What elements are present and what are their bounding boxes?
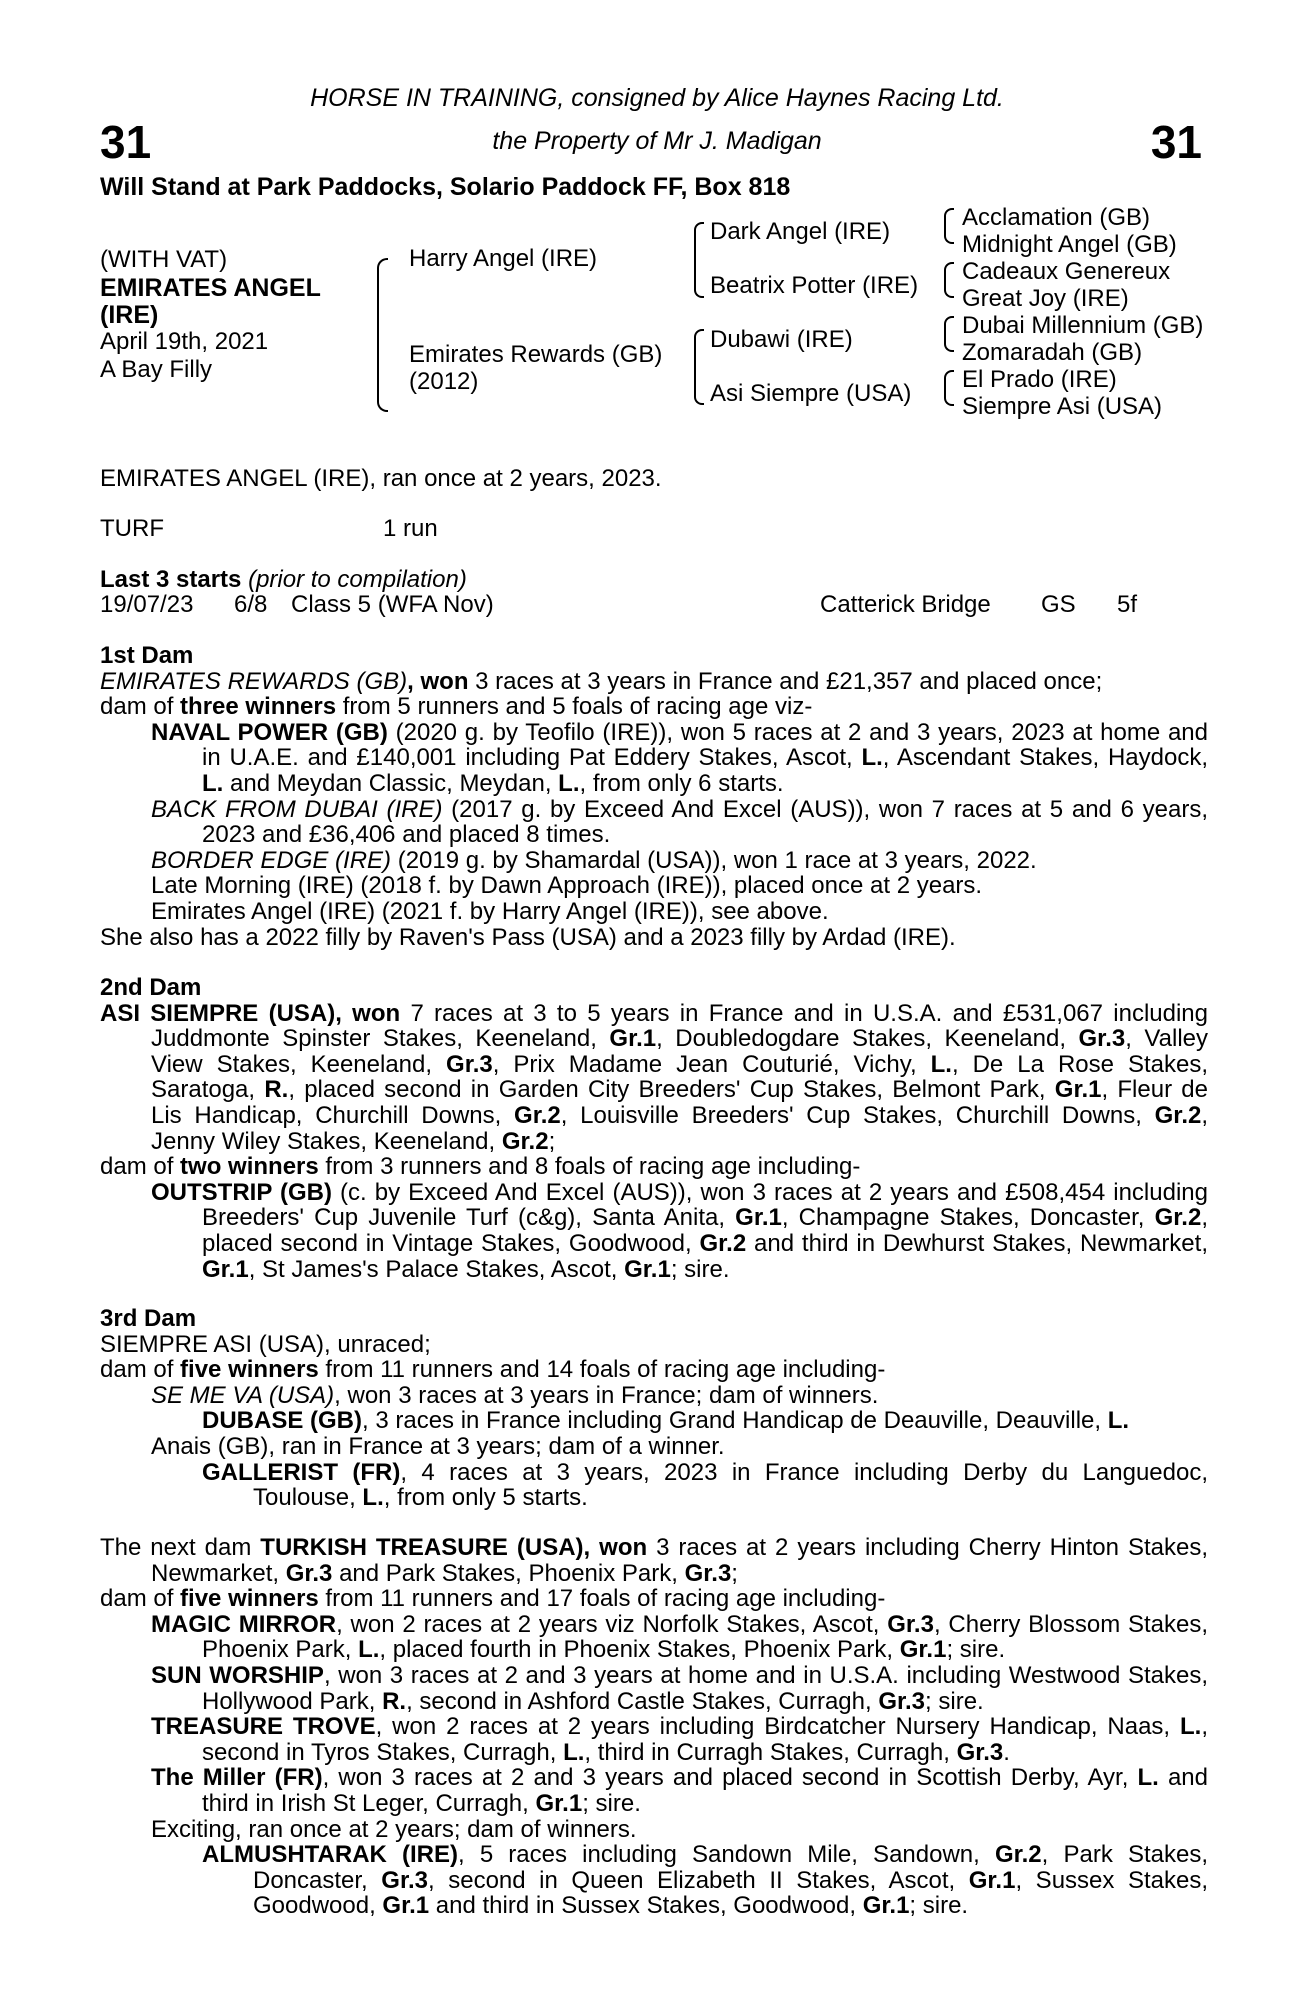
- second-dam-produce: dam of two winners from 3 runners and 8 foals of racing age including-: [100, 1153, 861, 1181]
- produce-se-me-va: SE ME VA (USA), won 3 races at 3 years in France; dam of winners.: [151, 1381, 879, 1409]
- pedigree-ddd: Siempre Asi (USA): [962, 393, 1163, 420]
- produce-outstrip: OUTSTRIP (GB) (c. by Exceed And Excel (AUS)), won 3 races at 2 years and £508,454 including Breeders' Cup Juvenile Turf (c&g), Santa Anita, Gr.1, Champagne Stakes, Doncaster, Gr.2, placed second in Vintage Stakes, Goodwood, Gr.2 and third in Dewhurst Stakes, Newmarket, Gr.1, St James's Palace Stakes, Ascot, Gr.1; sire.: [151, 1178, 1208, 1283]
- last-starts-heading: Last 3 starts (prior to compilation): [100, 566, 467, 593]
- produce-late-morning: Late Morning (IRE) (2018 f. by Dawn Approach (IRE)), placed once at 2 years.: [151, 872, 983, 900]
- third-dam-line: SIEMPRE ASI (USA), unraced;: [100, 1330, 431, 1358]
- pedigree-sire-sire: Dark Angel (IRE): [710, 218, 891, 245]
- foaling-date: April 19th, 2021: [100, 328, 269, 355]
- third-dam-section: [100, 1306, 1208, 1511]
- produce-border-edge: BORDER EDGE (IRE) (2019 g. by Shamardal (USA)), won 1 race at 3 years, 2022.: [151, 846, 1037, 874]
- last-start-going: GS: [1041, 591, 1076, 618]
- produce-magic-mirror: MAGIC MIRROR, won 2 races at 2 years viz Norfolk Stakes, Ascot, Gr.3, Cherry Blossom Stakes, Phoenix Park, L., placed fourth in Phoenix Stakes, Phoenix Park, Gr.1; sire.: [151, 1610, 1209, 1664]
- pedigree-brace-dd: [944, 370, 954, 406]
- next-dam-line: The next dam TURKISH TREASURE (USA), won 3 races at 2 years including Cherry Hinton Stakes, Newmarket, Gr.3 and Park Stakes, Phoenix Park, Gr.3;: [100, 1534, 1208, 1587]
- record-runs: 1 run: [383, 515, 438, 542]
- horse-suffix: (IRE): [100, 301, 159, 329]
- pedigree-brace-ss: [944, 208, 954, 244]
- pedigree-dam-sire: Dubawi (IRE): [710, 326, 853, 353]
- next-dam-section: [100, 1535, 1208, 1919]
- vat-note: (WITH VAT): [100, 246, 228, 273]
- last-start-date: 19/07/23: [100, 591, 194, 618]
- stand-location: Will Stand at Park Paddocks, Solario Paddock FF, Box 818: [100, 173, 791, 201]
- pedigree-sire: Harry Angel (IRE): [409, 245, 598, 272]
- pedigree-sire-dam: Beatrix Potter (IRE): [710, 272, 919, 299]
- pedigree-dds: El Prado (IRE): [962, 366, 1117, 393]
- produce-back-from-dubai: BACK FROM DUBAI (IRE) (2017 g. by Exceed And Excel (AUS)), won 7 races at 5 and 6 years, 2023 and £36,406 and placed 8 times.: [151, 795, 1208, 849]
- produce-gallerist: GALLERIST (FR), 4 races at 3 years, 2023 in France including Derby du Languedoc, Toulouse, L., from only 5 starts.: [202, 1458, 1208, 1512]
- third-dam-produce: dam of five winners from 11 runners and 14 foals of racing age including-: [100, 1356, 886, 1384]
- produce-sun-worship: SUN WORSHIP, won 3 races at 2 and 3 years at home and in U.S.A. including Westwood Stakes, Hollywood Park, R., second in Ashford Castle Stakes, Curragh, Gr.3; sire.: [151, 1661, 1208, 1715]
- pedigree-dam: Emirates Rewards (GB): [409, 341, 663, 368]
- next-dam-produce: dam of five winners from 11 runners and 17 foals of racing age including-: [100, 1585, 886, 1613]
- pedigree-dam-dam: Asi Siempre (USA): [710, 380, 912, 407]
- produce-naval-power: NAVAL POWER (GB) (2020 g. by Teofilo (IRE)), won 5 races at 2 and 3 years, 2023 at home and in U.A.E. and £140,001 including Pat Eddery Stakes, Ascot, L., Ascendant Stakes, Haydock, L. and Meydan Classic, Meydan, L., from only 6 starts.: [151, 718, 1209, 797]
- lot-number-left: 31: [100, 116, 152, 168]
- pedigree-dam-year: (2012): [409, 368, 479, 395]
- record-surface: TURF: [100, 515, 164, 542]
- produce-the-miller: The Miller (FR), won 3 races at 2 and 3 years and placed second in Scottish Derby, Ayr, L. and third in Irish St Leger, Curragh, Gr.1; sire.: [151, 1764, 1208, 1817]
- pedigree-sdd: Great Joy (IRE): [962, 285, 1129, 312]
- last-start-position: 6/8: [234, 591, 268, 618]
- produce-emirates-angel: Emirates Angel (IRE) (2021 f. by Harry Angel (IRE)), see above.: [151, 897, 829, 925]
- last-start-distance: 5f: [1117, 591, 1138, 618]
- second-dam-line: ASI SIEMPRE (USA), won 7 races at 3 to 5 years in France and in U.S.A. and £531,067 including Juddmonte Spinster Stakes, Keeneland, Gr.1, Doubledogdare Stakes, Keeneland, Gr.3, Valley View Stakes, Keeneland, Gr.3, Prix Madame Jean Couturié, Vichy, L., De La Rose Stakes, Saratoga, R., placed second in Garden City Breeders' Cup Stakes, Belmont Park, Gr.1, Fleur de Lis Handicap, Churchill Downs, Gr.2, Louisville Breeders' Cup Stakes, Churchill Downs, Gr.2, Jenny Wiley Stakes, Keeneland, Gr.2;: [100, 999, 1209, 1155]
- first-dam-heading: 1st Dam: [100, 642, 194, 669]
- pedigree-brace-dam: [694, 329, 704, 405]
- produce-dubase: DUBASE (GB), 3 races in France including Grand Handicap de Deauville, Deauville, L.: [202, 1407, 1130, 1435]
- horse-name: EMIRATES ANGEL: [100, 274, 321, 302]
- pedigree-ssd: Midnight Angel (GB): [962, 231, 1177, 258]
- pedigree-sds: Cadeaux Genereux: [962, 258, 1171, 285]
- race-summary: EMIRATES ANGEL (IRE), ran once at 2 years, 2023.: [100, 465, 662, 492]
- pedigree-brace-sd: [944, 262, 954, 298]
- produce-also: She also has a 2022 filly by Raven's Pass (USA) and a 2023 filly by Ardad (IRE).: [100, 923, 956, 951]
- second-dam-heading: 2nd Dam: [100, 974, 202, 1001]
- pedigree-brace-sire: [694, 222, 704, 298]
- consignor-line: HORSE IN TRAINING, consigned by Alice Haynes Racing Ltd.: [310, 84, 1004, 112]
- first-dam-section: [100, 643, 1208, 950]
- lot-number-right: 31: [1150, 116, 1202, 168]
- first-dam-produce: dam of three winners from 5 runners and 5 foals of racing age viz-: [100, 693, 813, 721]
- last-start-course: Catterick Bridge: [820, 591, 991, 618]
- produce-anais: Anais (GB), ran in France at 3 years; dam of a winner.: [151, 1432, 725, 1460]
- second-dam-section: [100, 975, 1208, 1282]
- produce-almushtarak: ALMUSHTARAK (IRE), 5 races including Sandown Mile, Sandown, Gr.2, Park Stakes, Doncaster, Gr.3, second in Queen Elizabeth II Stakes, Ascot, Gr.1, Sussex Stakes, Goodwood, Gr.1 and third in Sussex Stakes, Goodwood, Gr.1; sire.: [202, 1841, 1208, 1920]
- produce-treasure-trove: TREASURE TROVE, won 2 races at 2 years including Birdcatcher Nursery Handicap, Naas, L., second in Tyros Stakes, Curragh, L., third in Curragh Stakes, Curragh, Gr.3.: [151, 1713, 1208, 1766]
- property-line: the Property of Mr J. Madigan: [492, 127, 822, 155]
- first-dam-line: EMIRATES REWARDS (GB), won 3 races at 3 years in France and £21,357 and placed once;: [100, 667, 1103, 695]
- pedigree-dss: Dubai Millennium (GB): [962, 312, 1204, 339]
- third-dam-heading: 3rd Dam: [100, 1305, 197, 1332]
- horse-description: A Bay Filly: [100, 356, 213, 383]
- last-start-race: Class 5 (WFA Nov): [291, 591, 494, 618]
- pedigree-brace-main: [377, 258, 388, 412]
- pedigree-dsd: Zomaradah (GB): [962, 339, 1143, 366]
- pedigree-sss: Acclamation (GB): [962, 204, 1151, 231]
- pedigree-brace-ds: [944, 316, 954, 352]
- produce-exciting: Exciting, ran once at 2 years; dam of winners.: [151, 1815, 637, 1843]
